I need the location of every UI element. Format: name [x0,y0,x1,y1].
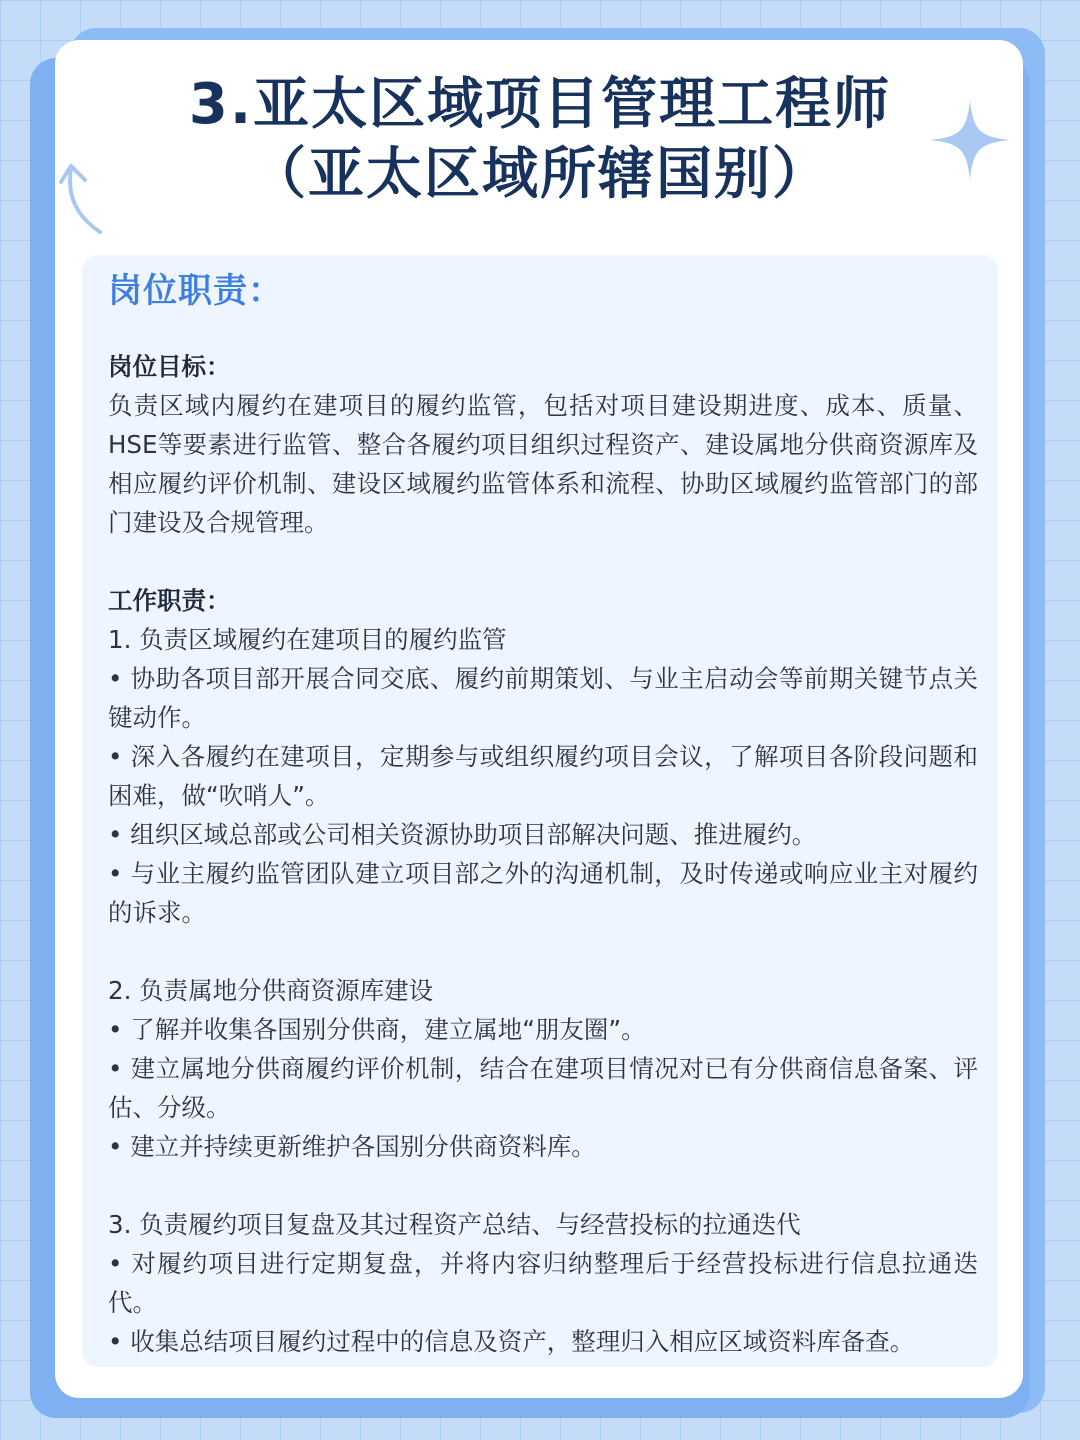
section-title: 岗位职责： [108,271,283,311]
list-item: • 组织区域总部或公司相关资源协助项目部解决问题、推进履约。 [108,820,817,849]
title-line-2: （亚太区域所辖国别） [250,142,830,207]
list-item: • 与业主履约监管团队建立项目部之外的沟通机制，及时传递或响应业主对履约的诉求。 [108,859,978,927]
goal-heading: 岗位目标： [108,352,231,381]
list-item: • 了解并收集各国别分供商，建立属地“朋友圈”。 [108,1015,646,1044]
list-item: • 对履约项目进行定期复盘，并将内容归纳整理后于经营投标进行信息拉通迭代。 [108,1249,978,1317]
duty-group-3 [108,1205,978,1361]
list-item: • 收集总结项目履约过程中的信息及资产，整理归入相应区域资料库备查。 [108,1327,915,1356]
goal-text: 负责区域内履约在建项目的履约监管，包括对项目建设期进度、成本、质量、HSE等要素进行监管、整合各履约项目组织过程资产、建设属地分供商资源库及相应履约评价机制、建设区域履约监管体系和流程、协助区域履约监管部门的部门建设及合规管理。 [108,391,978,537]
duty-group-1 [108,620,978,932]
content [108,265,978,1361]
duties-heading: 工作职责： [108,586,231,615]
page-title [0,70,1080,210]
title-line-1: 3.亚太区域项目管理工程师 [188,72,892,137]
list-item: • 建立并持续更新维护各国别分供商资料库。 [108,1132,596,1161]
duty-group-title: 3. 负责履约项目复盘及其过程资产总结、与经营投标的拉通迭代 [108,1210,801,1239]
duty-group-title: 2. 负责属地分供商资源库建设 [108,976,434,1005]
list-item: • 协助各项目部开展合同交底、履约前期策划、与业主启动会等前期关键节点关键动作。 [108,664,978,732]
duty-group-title: 1. 负责区域履约在建项目的履约监管 [108,625,507,654]
list-item: • 建立属地分供商履约评价机制，结合在建项目情况对已有分供商信息备案、评估、分级。 [108,1054,978,1122]
duty-group-2 [108,971,978,1166]
list-item: • 深入各履约在建项目，定期参与或组织履约项目会议，了解项目各阶段问题和困难，做“吹哨人”。 [108,742,978,810]
